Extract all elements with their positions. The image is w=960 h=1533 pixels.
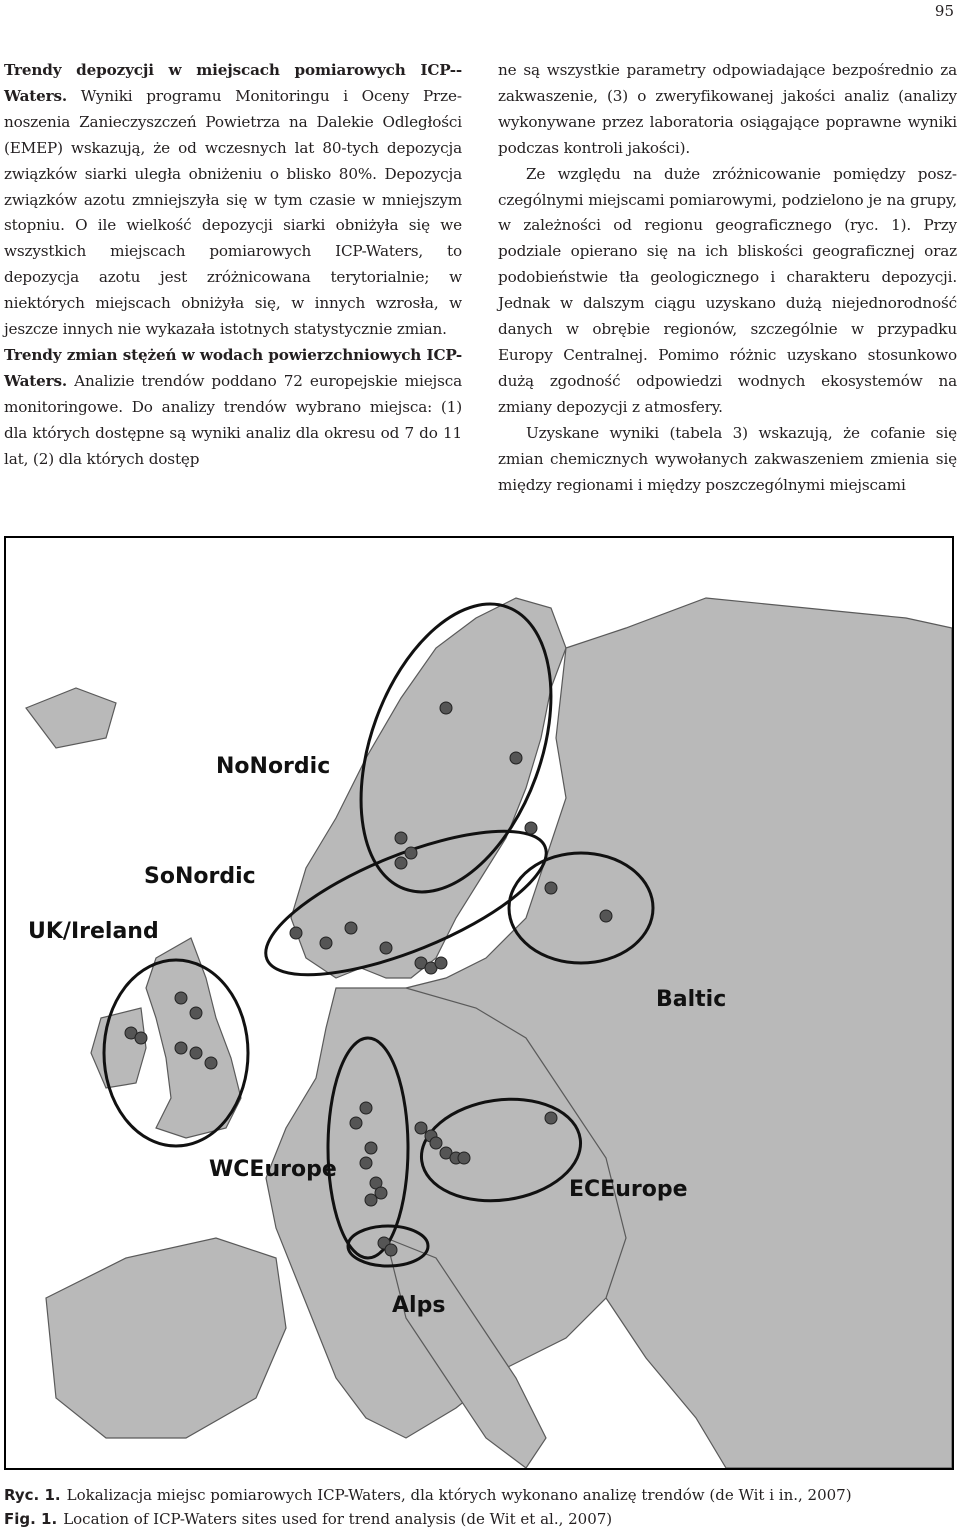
heading-deposition-trends: Trendy depozycji w miejscach pomiarowych ICP--Waters. bbox=[4, 61, 462, 105]
site-dot bbox=[175, 1042, 187, 1054]
site-dot bbox=[190, 1047, 202, 1059]
label-wceurope: WCEurope bbox=[209, 1157, 337, 1182]
paragraph-results: Uzyskane wyniki (tabela 3) wskazują, że cofanie się zmian chemicznych wywołanych zakwaszeniem zmienia się między regionami i między poszczególnymi miejscami bbox=[498, 423, 957, 494]
text-concentration-trends: Analizie trendów poddano 72 europejskie miejsca monitoringowe. Do analizy trendów wybrano miejsca: (1) dla których dostępne są wyniki analiz dla okresu od 7 do 11 lat, (2) dla których dostęp bbox=[4, 371, 462, 468]
site-dot bbox=[135, 1032, 147, 1044]
site-dot bbox=[365, 1142, 377, 1154]
site-dot bbox=[380, 942, 392, 954]
site-dot bbox=[360, 1157, 372, 1169]
paragraph-deposition-trends bbox=[4, 58, 462, 343]
iberia-land bbox=[46, 1238, 286, 1438]
ireland-land bbox=[91, 1008, 146, 1088]
text-deposition-trends: Wyniki programu Monitoringu i Oceny Przenoszenia Zanieczyszczeń Powietrza na Dalekie Odległości (EMEP) wskazują, że od wczesnych lat 80-tych depozycja związków siarki uległa obniżeniu o blisko 80%. Depozycja związków azotu zmniejszyła się w tym czasie w mniejszym stopniu. O ile wielkość depozycji siarki obniżyła się we wszystkich miejscach pomiarowych ICP-Waters, to depozycja azotu jest zróżnicowana terytorialnie; w niektórych miejscach obniżyła się, w innych wzrosła, w jeszcze innych nie wykazała istotnych statystycznie zmian. bbox=[4, 86, 462, 339]
paragraph-concentration-trends bbox=[4, 343, 462, 473]
caption-english-text: Location of ICP-Waters sites used for trend analysis (de Wit et al., 2007) bbox=[63, 1510, 613, 1528]
page-number: 95 bbox=[934, 2, 954, 20]
site-dot bbox=[440, 702, 452, 714]
heading-concentration-trends: Trendy zmian stężeń w wodach powierzchniowych ICP-Waters. bbox=[4, 345, 462, 390]
label-nonordic: NoNordic bbox=[216, 754, 331, 779]
europe-map bbox=[6, 538, 952, 1468]
great-britain-land bbox=[146, 938, 241, 1138]
site-dot bbox=[360, 1102, 372, 1114]
caption-english bbox=[4, 1510, 954, 1528]
label-eceurope: ECEurope bbox=[569, 1177, 688, 1202]
right-column bbox=[498, 58, 957, 498]
left-column bbox=[4, 58, 462, 473]
site-dot bbox=[320, 937, 332, 949]
site-dot bbox=[435, 957, 447, 969]
paragraph-continuation: ne są wszystkie parametry odpowiadające bezpośrednio za zakwaszenie, (3) o zweryfikowanej jakości analiz (analizy wykonywane przez laboratoria osiągające poprawne wyniki podczas kontroli jakości). bbox=[498, 61, 957, 157]
site-dot bbox=[395, 857, 407, 869]
label-sonordic: SoNordic bbox=[144, 864, 256, 889]
site-dot bbox=[290, 927, 302, 939]
site-dot bbox=[395, 832, 407, 844]
site-dot bbox=[175, 992, 187, 1004]
caption-polish bbox=[4, 1486, 954, 1504]
site-dot bbox=[600, 910, 612, 922]
paragraph-grouping: Ze względu na duże zróżnicowanie pomiędzy poszczególnymi miejscami pomiarowymi, podzielono je na grupy, w zależności od regionu geograficznego (ryc. 1). Przy podziale opierano się na ich bliskości geograficznej oraz podobieństwie tła geologicznego i charakteru depozycji. Jednak w dalszym ciągu uzyskano dużą niejednorodność danych w obrębie regionów, szczególnie w przypadku Europy Centralnej. Pomimo różnic uzyskano stosunkowo dużą zgodność odpowiedzi wodnych ekosystemów na zmiany depozycji z atmosfery. bbox=[498, 164, 957, 416]
site-dot bbox=[405, 847, 417, 859]
site-dot bbox=[365, 1194, 377, 1206]
land-masses bbox=[26, 598, 952, 1468]
site-dot bbox=[190, 1007, 202, 1019]
iceland-land bbox=[26, 688, 116, 748]
site-dot bbox=[205, 1057, 217, 1069]
site-dot bbox=[345, 922, 357, 934]
caption-polish-label: Ryc. 1. bbox=[4, 1486, 61, 1504]
caption-polish-text: Lokalizacja miejsc pomiarowych ICP-Waters, dla których wykonano analizę trendów (de Wit i in., 2007) bbox=[66, 1486, 852, 1504]
label-ukireland: UK/Ireland bbox=[28, 919, 159, 944]
site-dot bbox=[385, 1244, 397, 1256]
label-baltic: Baltic bbox=[656, 987, 727, 1012]
label-alps: Alps bbox=[392, 1293, 446, 1318]
site-dot bbox=[545, 882, 557, 894]
site-dot bbox=[415, 1122, 427, 1134]
europe-map-figure bbox=[4, 536, 954, 1470]
site-dot bbox=[430, 1137, 442, 1149]
site-dot bbox=[545, 1112, 557, 1124]
site-dot bbox=[458, 1152, 470, 1164]
caption-english-label: Fig. 1. bbox=[4, 1510, 58, 1528]
site-dot bbox=[350, 1117, 362, 1129]
site-dot bbox=[510, 752, 522, 764]
site-dot bbox=[525, 822, 537, 834]
